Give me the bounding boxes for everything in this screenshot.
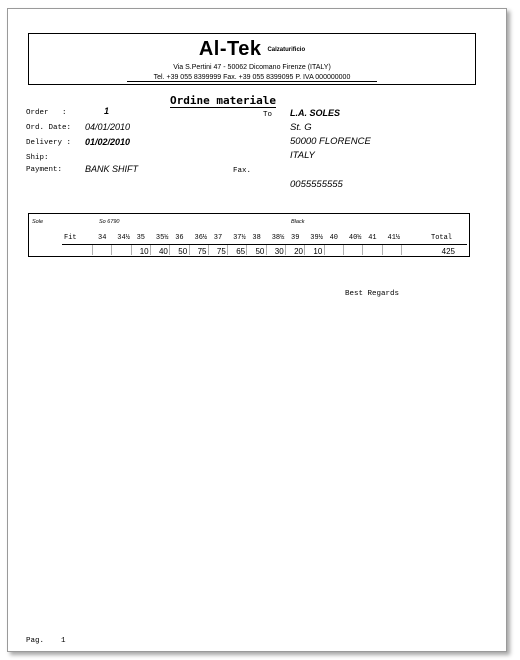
company-contacts: Tel. +39 055 8399999 Fax. +39 055 8399095 P. IVA 000000000 [127,74,377,82]
quantity-cell: 40 [158,247,168,256]
size-header: 39 [291,234,300,242]
size-header: 35½ [155,234,169,242]
recipient-city: 50000 FLORENCE [290,136,371,147]
quantity-cell-divider [362,245,363,255]
quantity-cell-divider [324,245,325,255]
recipient-phone: 0055555555 [290,179,343,190]
ship-label: Ship: [26,154,49,162]
size-header: 39½ [310,234,323,242]
order-date-label: Ord. Date: [26,124,72,132]
quantity-cell: 50 [255,247,265,256]
closing-text: Best Regards [345,290,400,298]
total-label: Total [431,234,453,242]
page-number: 1 [61,637,66,645]
company-brand [29,38,475,61]
recipient-country: ITALY [290,150,315,161]
quantity-cell: 10 [313,247,323,256]
quantity-cell: 75 [216,247,226,256]
quantity-cell: 50 [178,247,188,256]
quantity-cell: 20 [294,247,303,256]
quantity-cell-divider [343,245,344,255]
quantity-cell-divider [382,245,383,255]
item-color: Black [291,219,305,225]
quantity-total: 425 [441,247,455,256]
size-header: 38 [252,234,261,242]
document-page [7,8,507,652]
fax-label: Fax. [233,167,252,175]
quantity-cell: 65 [236,247,246,256]
size-header: 37 [213,234,223,242]
quantity-cell: 30 [274,247,284,256]
fit-label: Fit [64,234,77,242]
order-date-value: 04/01/2010 [85,122,131,132]
grid-divider [62,244,467,245]
item-code: So 6790 [99,219,120,225]
to-label: To [263,111,273,119]
size-header: 36½ [194,234,208,242]
size-header: 37½ [233,234,246,242]
company-header [28,33,476,85]
quantity-cell-divider [401,245,402,255]
payment-value: BANK SHIFT [85,164,139,174]
component-label: Sole [32,219,44,225]
quantity-cell: 75 [197,247,207,256]
document-title: Ordine materiale [170,94,276,107]
company-address: Via S.Pertini 47 - 50062 Dicomano Firenze (ITALY) [173,64,331,71]
delivery-label: Delivery : [26,139,72,147]
size-header: 41 [368,234,377,242]
quantity-cell-divider [92,245,93,255]
payment-label: Payment: [26,166,63,174]
size-header: 38½ [271,234,285,242]
order-label: Order [26,109,49,117]
size-header: 41½ [387,234,401,242]
sizes-grid [28,213,470,257]
company-subtitle: Calzaturificio [267,47,306,53]
size-header: 35 [136,234,145,242]
quantity-cell-divider [111,245,112,255]
order-colon: : [62,109,67,117]
company-name: Al-Tek [198,38,262,60]
recipient-name: L.A. SOLES [290,108,341,118]
recipient-street: St. G [290,122,312,133]
order-number: 1 [104,106,110,116]
size-header: 40½ [348,234,362,242]
size-header: 34 [98,234,107,242]
quantity-cell: 10 [139,247,149,256]
page-label: Pag. [26,637,45,645]
size-header: 34½ [117,234,130,242]
delivery-value: 01/02/2010 [85,137,131,147]
size-header: 40 [329,234,338,242]
size-header: 36 [175,234,184,242]
